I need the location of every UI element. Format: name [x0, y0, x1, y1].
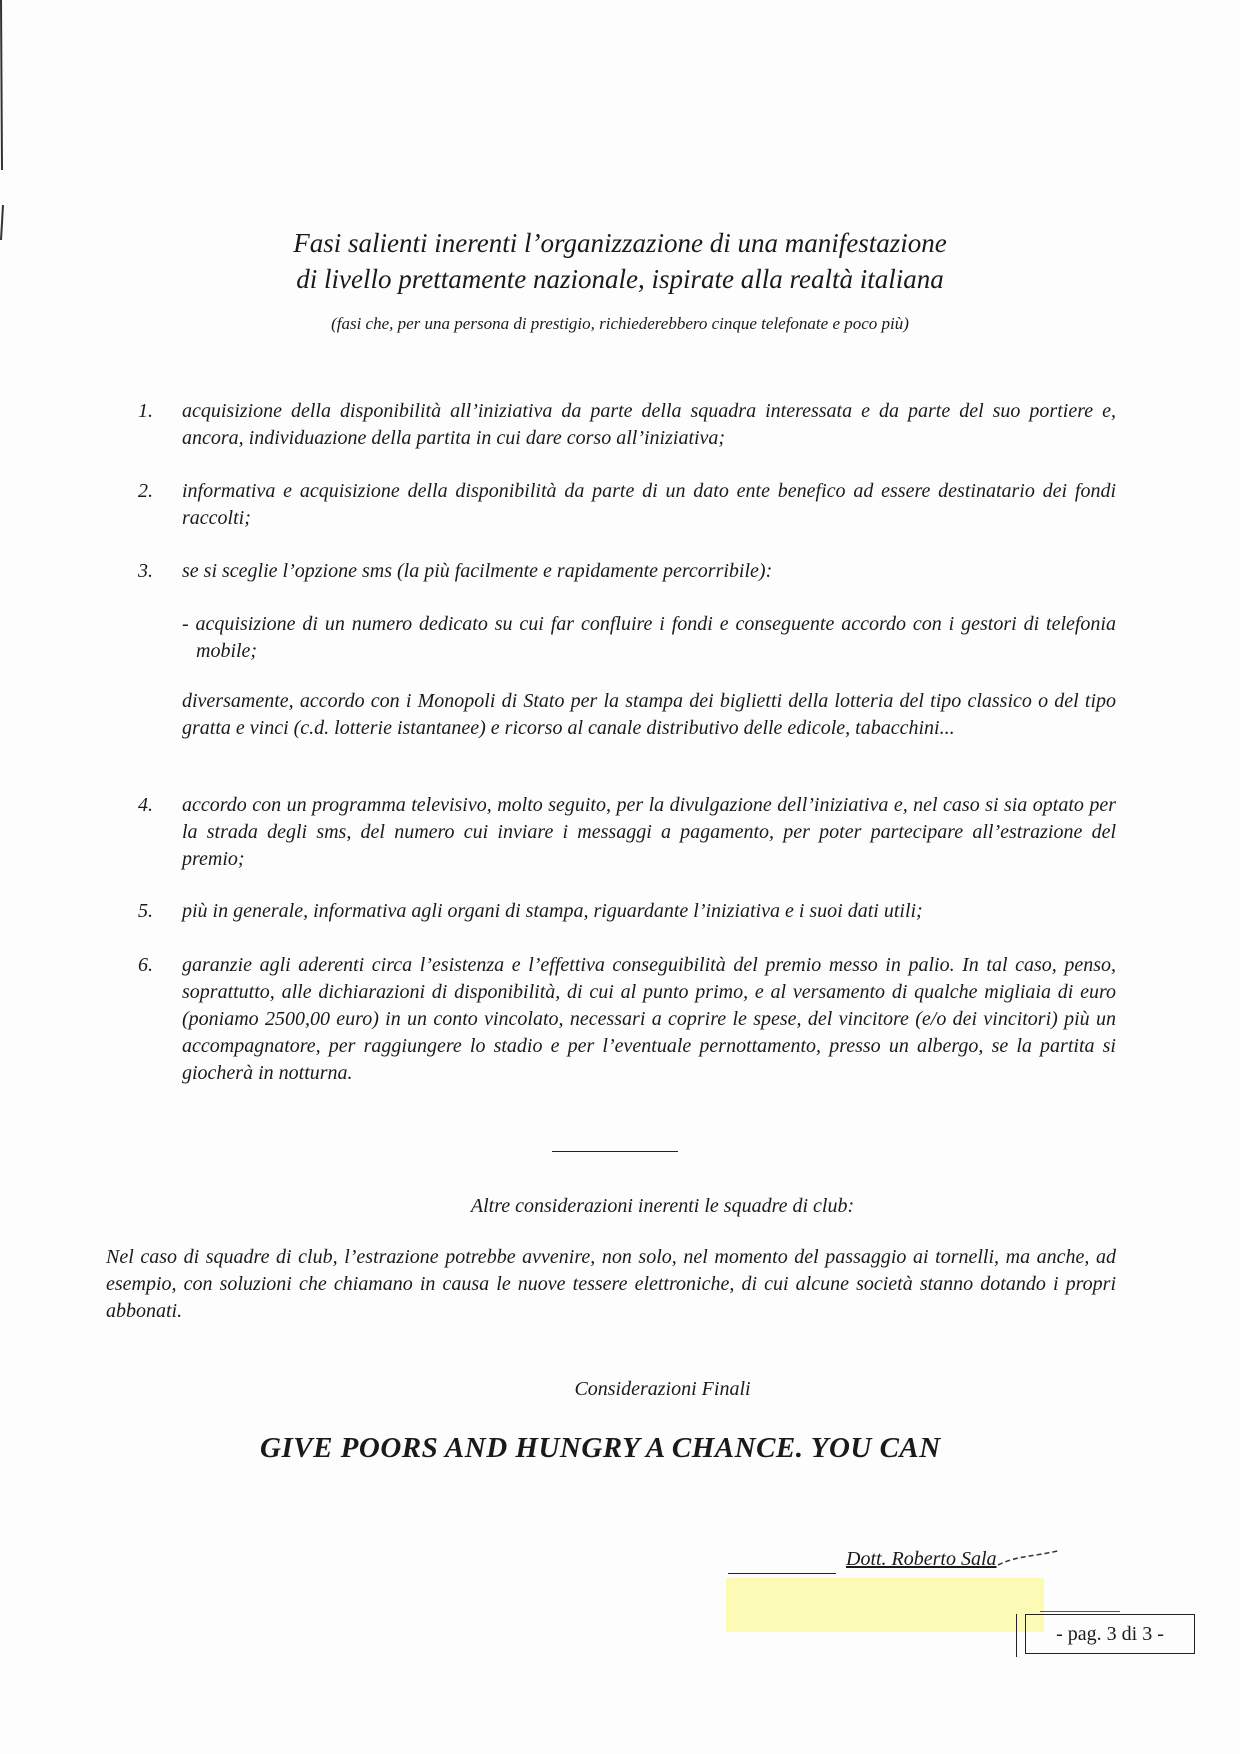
page-number: - pag. 3 di 3 -: [1056, 1622, 1164, 1645]
list-item-text: acquisizione della disponibilità all’iniziativa da parte della squadra interessata e da parte del suo portiere e, ancora, individuazione della partita in cui dare corso all’iniziativa;: [182, 400, 1116, 449]
list-item-number: 3.: [138, 560, 153, 582]
document-subtitle: (fasi che, per una persona di prestigio, richiederebbero cinque telefonate e poco più): [331, 314, 909, 333]
list-item: [138, 478, 1116, 532]
signature-line: [728, 1573, 836, 1574]
signature-name: Dott. Roberto Sala: [846, 1548, 997, 1570]
list-item-number: 2.: [138, 480, 153, 502]
list-item: [138, 952, 1116, 1087]
signature-flourish: [996, 1547, 1060, 1569]
list-item-number: 5.: [138, 900, 153, 922]
highlight-mark: [726, 1578, 1044, 1632]
page-box-tick: [1016, 1614, 1017, 1657]
list-item: [138, 398, 1116, 452]
list-item: [138, 898, 1116, 925]
list-item: [138, 558, 1116, 585]
list-item-number: 1.: [138, 400, 153, 422]
list-item-text: garanzie agli aderenti circa l’esistenza e l’effettiva conseguibilità del premio messo in palio. In tal caso, penso, soprattutto, alle dichiarazioni di disponibilità, di cui al punto primo, e al versamento di qualche migliaia di euro (poniamo 2500,00 euro) in un conto vincolato, necessari a coprire le spese, del vincitore (e/o dei vincitori) più un accompagnatore, per raggiungere lo stadio e per l’eventuale pernottamento, presso un albergo, se la partita si giocherà in notturna.: [182, 954, 1116, 1084]
document-title-line-1: Fasi salienti inerenti l’organizzazione di una manifestazione: [293, 228, 947, 258]
slogan: GIVE POORS AND HUNGRY A CHANCE. YOU CAN: [260, 1432, 941, 1464]
document-title-line-2: di livello prettamente nazionale, ispirate alla realtà italiana: [296, 264, 944, 294]
list-item-text: informativa e acquisizione della disponibilità da parte di un dato ente benefico ad essere destinatario dei fondi raccolti;: [182, 480, 1116, 529]
club-section-text: Nel caso di squadre di club, l’estrazione potrebbe avvenire, non solo, nel momento del passaggio ai tornelli, ma anche, ad esempio, con soluzioni che chiamano in causa le nuove tessere elettroniche, di cui alcune società stanno dotando i propri abbonati.: [106, 1246, 1116, 1322]
club-section-title: Altre considerazioni inerenti le squadre di club:: [470, 1195, 855, 1217]
scan-edge-mark: [0, 0, 14, 250]
list-item-number: 6.: [138, 954, 153, 976]
final-section-title: Considerazioni Finali: [574, 1378, 751, 1400]
section-divider: [552, 1151, 678, 1152]
sub-item-lottery: diversamente, accordo con i Monopoli di Stato per la stampa dei biglietti della lotteria del tipo classico o del tipo gratta e vinci (c.d. lotterie istantanee) e ricorso al canale distributivo delle edicole, tabacchini...: [182, 690, 1116, 739]
page-box-top-line: [1040, 1611, 1120, 1612]
list-item-text: accordo con un programma televisivo, molto seguito, per la divulgazione dell’iniziativa e, nel caso si sia optato per la strada degli sms, del numero cui inviare i messaggi a pagamento, per poter partecipare all’estrazione del premio;: [182, 794, 1116, 870]
list-item-text: se si sceglie l’opzione sms (la più facilmente e rapidamente percorribile):: [182, 560, 773, 582]
page-number-box: [1025, 1614, 1195, 1654]
list-item-text: più in generale, informativa agli organi di stampa, riguardante l’iniziativa e i suoi dati utili;: [182, 900, 923, 922]
list-item: [138, 792, 1116, 873]
list-item-number: 4.: [138, 794, 153, 816]
sub-item-sms: - acquisizione di un numero dedicato su cui far confluire i fondi e conseguente accordo con i gestori di telefonia mobile;: [182, 613, 1116, 662]
